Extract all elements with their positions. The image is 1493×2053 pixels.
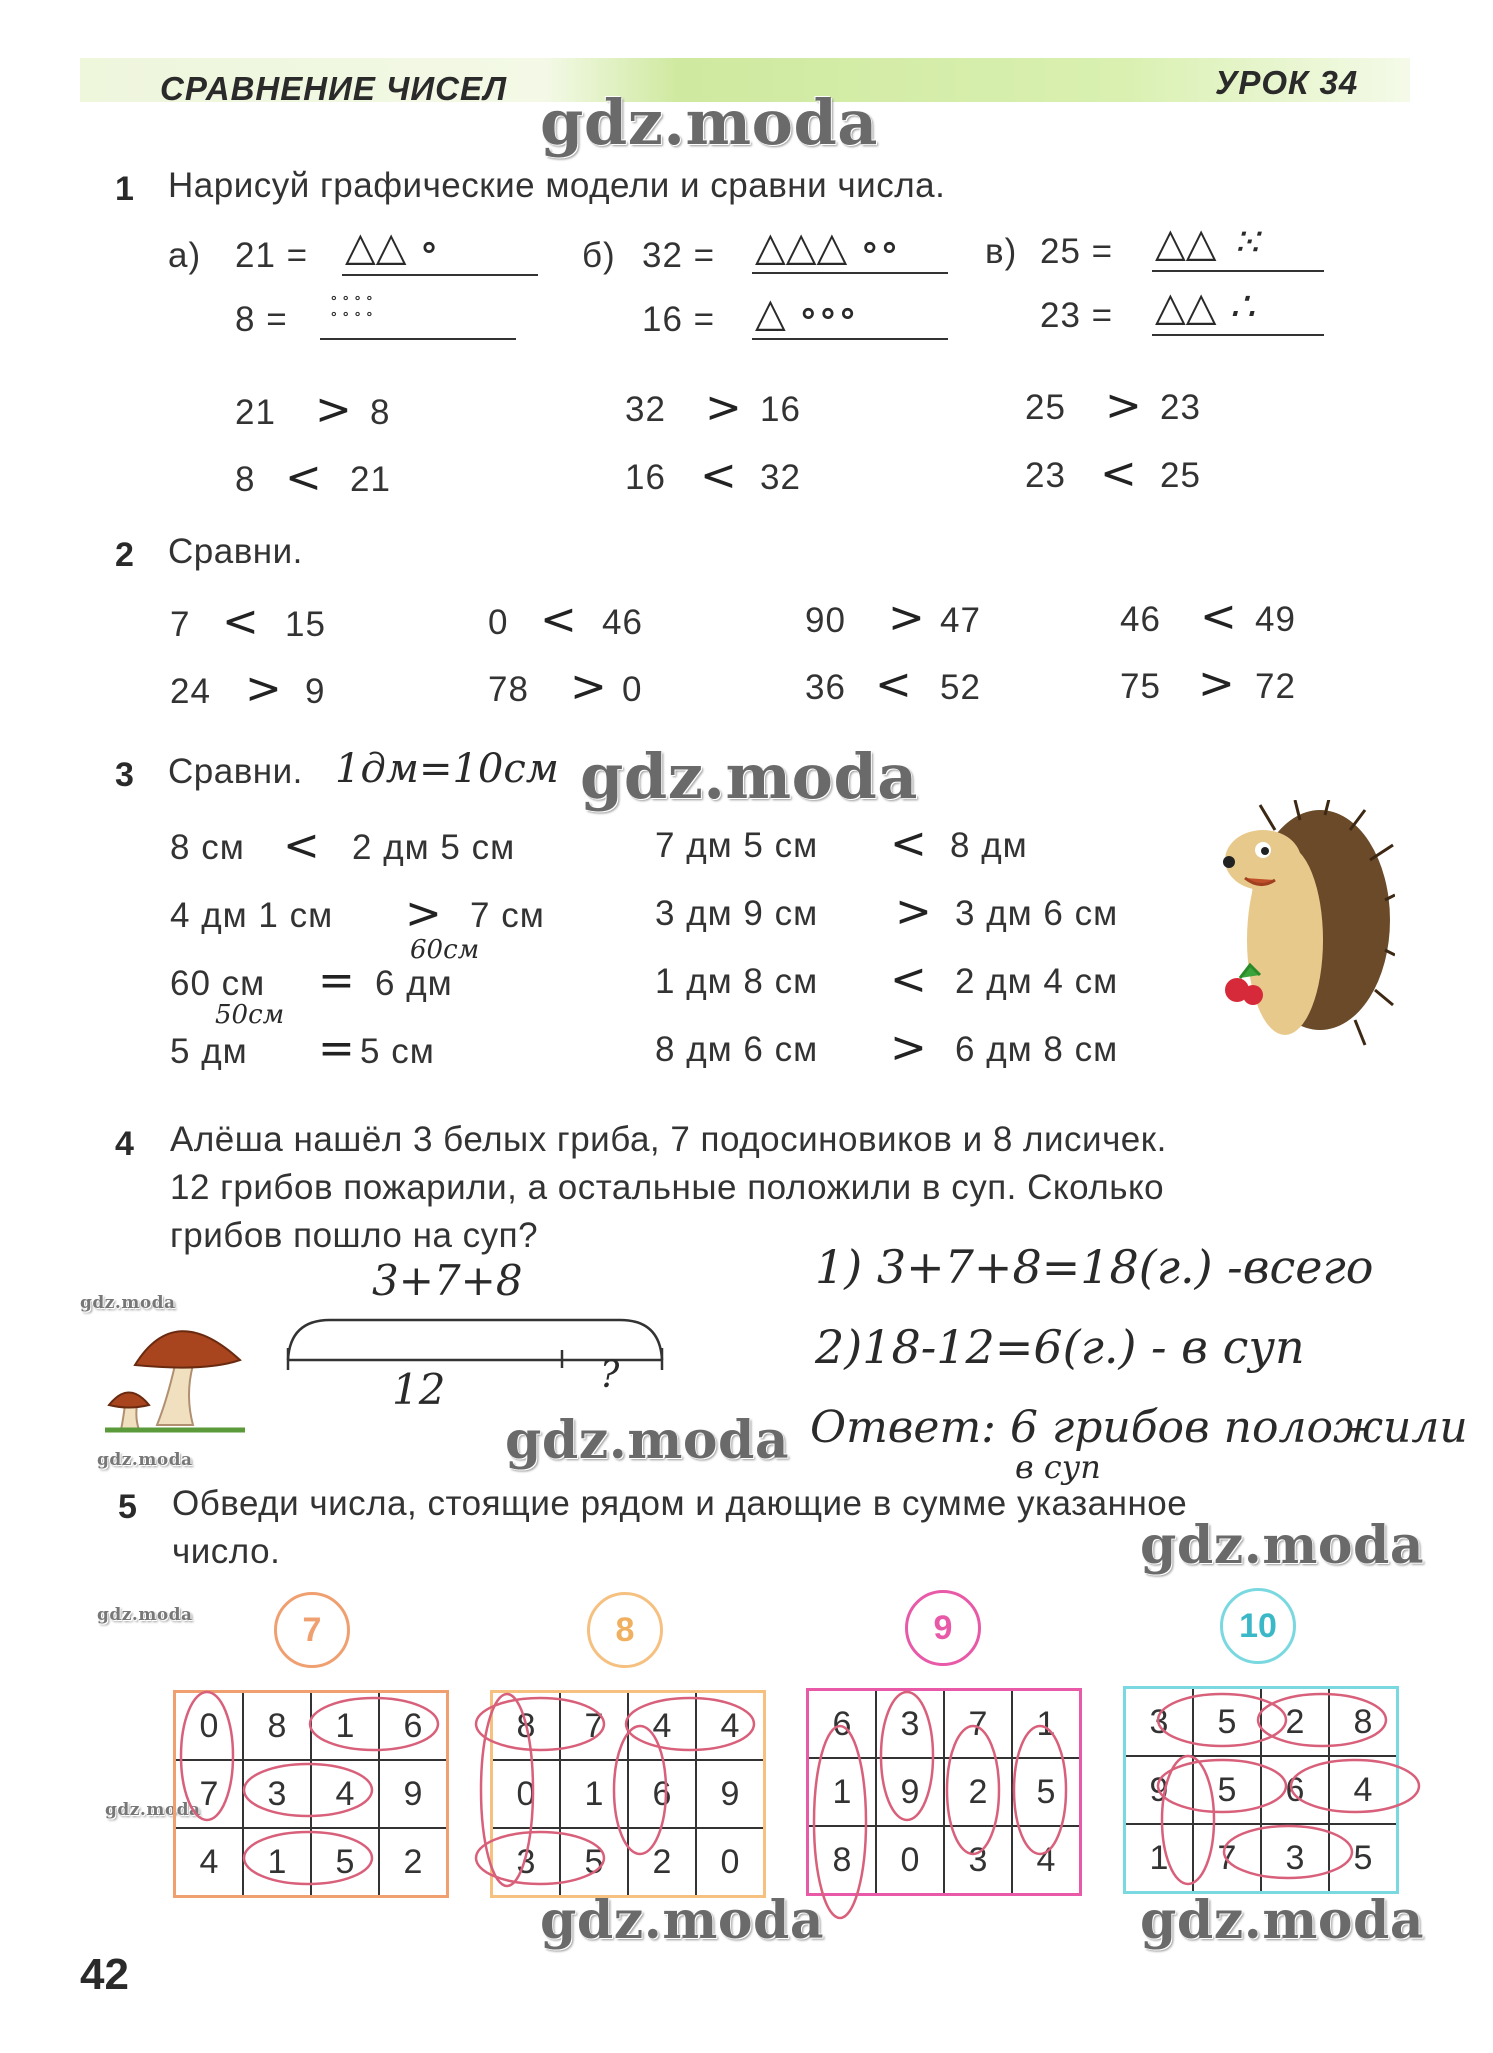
- grid-cell[interactable]: 9: [379, 1760, 448, 1828]
- cmp-right: 72: [1255, 667, 1296, 706]
- model-v2: △△ ∴: [1155, 284, 1255, 330]
- expr-a1: 21 =: [235, 236, 309, 275]
- mushroom-illustration: [105, 1310, 245, 1435]
- label-a: а): [168, 236, 202, 275]
- cmp-left: 1 дм 8 см: [655, 962, 819, 1001]
- model-b1: △△△ ∘∘: [755, 224, 900, 270]
- cmp-right: 2 дм 5 см: [352, 828, 516, 867]
- watermark: gdz.moda: [1140, 1515, 1425, 1576]
- cmp-left: 23: [1025, 456, 1066, 495]
- task-prompt-line: число.: [172, 1532, 281, 1571]
- diagram-bottom-label: 12: [392, 1365, 446, 1414]
- grid-cell[interactable]: 3: [492, 1828, 561, 1897]
- task-number: 5: [118, 1488, 137, 1526]
- grid-cell[interactable]: 5: [1329, 1824, 1398, 1893]
- target-sum-badge: 10: [1220, 1588, 1296, 1664]
- answer-text: в суп: [1015, 1448, 1101, 1486]
- model-v1: △△ ⁙: [1155, 220, 1263, 266]
- cmp-left: 3 дм 9 см: [655, 894, 819, 933]
- cmp-sign: <: [1200, 591, 1237, 642]
- model-b2: △ ∘∘∘: [755, 290, 858, 336]
- grid-cell[interactable]: 7: [175, 1760, 244, 1828]
- cmp-right: 2 дм 4 см: [955, 962, 1119, 1001]
- cmp-sign: =: [318, 955, 355, 1006]
- grid-cell[interactable]: 1: [808, 1758, 877, 1826]
- cmp-left: 25: [1025, 388, 1066, 427]
- number-grid-7: [173, 1690, 449, 1898]
- answer-line: [1152, 334, 1324, 336]
- cmp-sign: <: [1100, 448, 1137, 499]
- grid-cell[interactable]: 8: [243, 1692, 311, 1761]
- grid-cell[interactable]: 2: [1261, 1688, 1329, 1757]
- cmp-sign: <: [540, 594, 577, 645]
- cmp-right: 0: [622, 670, 643, 709]
- cmp-sign: >: [1105, 380, 1142, 431]
- grid-cell[interactable]: 9: [696, 1760, 765, 1828]
- handwritten-note: 50см: [215, 1000, 285, 1030]
- label-b: б): [582, 236, 616, 275]
- grid-cell[interactable]: 6: [379, 1692, 448, 1761]
- grid-cell[interactable]: 5: [1012, 1758, 1081, 1826]
- grid-cell[interactable]: 0: [175, 1692, 244, 1761]
- answer-line: [320, 338, 516, 340]
- number-grid-8: [490, 1690, 766, 1898]
- cmp-sign: <: [283, 820, 320, 871]
- target-sum-badge: 9: [905, 1590, 981, 1666]
- cmp-right: 5 см: [360, 1032, 435, 1071]
- task-number: 3: [115, 756, 134, 794]
- grid-cell[interactable]: 0: [696, 1828, 765, 1897]
- cmp-left: 8 см: [170, 828, 245, 867]
- grid-cell[interactable]: 1: [243, 1828, 311, 1897]
- number-grid-9: [806, 1688, 1082, 1896]
- grid-cell[interactable]: 8: [492, 1692, 561, 1761]
- cmp-right: 6 дм 8 см: [955, 1030, 1119, 1069]
- expr-v1: 25 =: [1040, 232, 1114, 271]
- cmp-right: 32: [760, 458, 801, 497]
- task-prompt-line: Алёша нашёл 3 белых гриба, 7 подосиновиков и 8 лисичек.: [170, 1120, 1167, 1159]
- grid-cell[interactable]: 5: [311, 1828, 379, 1897]
- cmp-left: 4 дм 1 см: [170, 896, 334, 935]
- cmp-sign: >: [888, 592, 925, 643]
- cmp-left: 16: [625, 458, 666, 497]
- diagram-question: ?: [600, 1355, 620, 1396]
- page-number: 42: [80, 1950, 129, 1999]
- grid-cell[interactable]: 8: [808, 1826, 877, 1895]
- grid-cell[interactable]: 9: [876, 1758, 944, 1826]
- answer-line: [342, 274, 538, 276]
- grid-cell[interactable]: 4: [1012, 1826, 1081, 1895]
- cmp-left: 5 дм: [170, 1032, 248, 1071]
- grid-cell[interactable]: 5: [1193, 1756, 1261, 1824]
- page-title: СРАВНЕНИЕ ЧИСЕЛ: [160, 70, 508, 107]
- cmp-sign: >: [245, 663, 282, 714]
- task-prompt: Сравни.: [168, 752, 303, 791]
- answer-text: Ответ: 6 грибов положили: [810, 1402, 1468, 1453]
- grid-cell[interactable]: 7: [944, 1690, 1012, 1759]
- cmp-left: 36: [805, 668, 846, 707]
- grid-cell[interactable]: 4: [175, 1828, 244, 1897]
- grid-cell[interactable]: 3: [1261, 1824, 1329, 1893]
- grid-cell[interactable]: 0: [876, 1826, 944, 1895]
- cmp-sign: <: [890, 954, 927, 1005]
- grid-cell[interactable]: 6: [628, 1760, 696, 1828]
- cmp-left: 32: [625, 390, 666, 429]
- cmp-sign: >: [705, 382, 742, 433]
- model-a2: ∘∘∘∘ ∘∘∘∘: [330, 288, 378, 323]
- cmp-right: 52: [940, 668, 981, 707]
- cmp-right: 46: [602, 603, 643, 642]
- cmp-sign: >: [890, 1022, 927, 1073]
- expr-b1: 32 =: [642, 236, 716, 275]
- grid-cell[interactable]: 9: [1125, 1756, 1194, 1824]
- watermark: gdz.moda: [540, 86, 878, 159]
- expr-b2: 16 =: [642, 300, 716, 339]
- task-prompt-line: Обведи числа, стоящие рядом и дающие в сумме указанное: [172, 1484, 1188, 1523]
- grid-cell[interactable]: 4: [311, 1760, 379, 1828]
- grid-cell[interactable]: 2: [628, 1828, 696, 1897]
- solution-step: 2)18-12=6(г.) - в суп: [815, 1320, 1305, 1374]
- watermark: gdz.moda: [105, 1800, 201, 1820]
- grid-cell[interactable]: 4: [628, 1692, 696, 1761]
- grid-cell[interactable]: 1: [560, 1760, 628, 1828]
- model-a1: △△ ∘: [345, 224, 439, 270]
- cmp-right: 6 дм: [375, 964, 453, 1003]
- cmp-left: 46: [1120, 600, 1161, 639]
- target-sum-badge: 8: [587, 1592, 663, 1668]
- expr-a2: 8 =: [235, 300, 288, 339]
- cmp-left: 75: [1120, 667, 1161, 706]
- task-prompt-line: грибов пошло на суп?: [170, 1216, 539, 1255]
- cmp-right: 9: [305, 672, 326, 711]
- cmp-left: 60 см: [170, 964, 266, 1003]
- watermark: gdz.moda: [505, 1410, 790, 1471]
- label-v: в): [985, 232, 1018, 271]
- solution-step: 1) 3+7+8=18(г.) -всего: [815, 1240, 1374, 1294]
- watermark: gdz.moda: [1140, 1890, 1425, 1951]
- cmp-right: 25: [1160, 456, 1201, 495]
- grid-cell[interactable]: 2: [379, 1828, 448, 1897]
- diagram-top-label: 3+7+8: [372, 1256, 523, 1305]
- cmp-sign: >: [405, 888, 442, 939]
- handwritten-note: 1дм=10см: [335, 746, 559, 792]
- cmp-left: 78: [488, 670, 529, 709]
- task-number: 2: [115, 536, 134, 574]
- grid-cell[interactable]: 1: [1012, 1690, 1081, 1759]
- grid-cell[interactable]: 1: [311, 1692, 379, 1761]
- handwritten-note: 60см: [410, 935, 480, 965]
- expr-v2: 23 =: [1040, 296, 1114, 335]
- cmp-sign: >: [315, 384, 352, 435]
- grid-cell[interactable]: 4: [1329, 1756, 1398, 1824]
- cmp-right: 16: [760, 390, 801, 429]
- cmp-right: 8: [370, 393, 391, 432]
- task-number: 4: [115, 1125, 134, 1163]
- cmp-sign: >: [1198, 658, 1235, 709]
- cmp-left: 8: [235, 460, 256, 499]
- cmp-left: 8 дм 6 см: [655, 1030, 819, 1069]
- grid-cell[interactable]: 4: [696, 1692, 765, 1761]
- task-prompt: Нарисуй графические модели и сравни числа.: [168, 166, 946, 205]
- grid-cell[interactable]: 7: [560, 1692, 628, 1761]
- cmp-right: 15: [285, 605, 326, 644]
- cmp-sign: <: [222, 596, 259, 647]
- grid-cell[interactable]: 1: [1125, 1824, 1194, 1893]
- target-sum-badge: 7: [274, 1592, 350, 1668]
- grid-cell[interactable]: 7: [1193, 1824, 1261, 1893]
- cmp-right: 49: [1255, 600, 1296, 639]
- grid-cell[interactable]: 5: [1193, 1688, 1261, 1757]
- cmp-right: 7 см: [470, 896, 545, 935]
- task-prompt: Сравни.: [168, 532, 303, 571]
- grid-cell[interactable]: 3: [876, 1690, 944, 1759]
- task-number: 1: [115, 170, 134, 208]
- cmp-sign: <: [285, 452, 322, 503]
- number-grid-10: [1123, 1686, 1399, 1894]
- watermark: gdz.moda: [580, 740, 918, 813]
- answer-line: [1152, 270, 1324, 272]
- grid-cell[interactable]: 0: [492, 1760, 561, 1828]
- cmp-left: 7 дм 5 см: [655, 826, 819, 865]
- grid-cell[interactable]: 3: [243, 1760, 311, 1828]
- watermark: gdz.moda: [97, 1605, 193, 1625]
- cmp-sign: >: [570, 661, 607, 712]
- grid-cell[interactable]: 6: [1261, 1756, 1329, 1824]
- grid-cell[interactable]: 3: [1125, 1688, 1194, 1757]
- watermark: gdz.moda: [80, 1293, 176, 1313]
- hedgehog-illustration: [1215, 800, 1395, 1060]
- cmp-left: 24: [170, 672, 211, 711]
- cmp-right: 47: [940, 601, 981, 640]
- cmp-sign: <: [700, 450, 737, 501]
- cmp-sign: =: [318, 1023, 355, 1074]
- cmp-left: 0: [488, 603, 509, 642]
- grid-cell[interactable]: 2: [944, 1758, 1012, 1826]
- cmp-left: 21: [235, 393, 276, 432]
- cmp-sign: <: [875, 659, 912, 710]
- cmp-left: 90: [805, 601, 846, 640]
- cmp-right: 8 дм: [950, 826, 1028, 865]
- cmp-right: 21: [350, 460, 391, 499]
- cmp-left: 7: [170, 605, 191, 644]
- grid-cell[interactable]: 3: [944, 1826, 1012, 1895]
- cmp-sign: <: [890, 818, 927, 869]
- grid-cell[interactable]: 5: [560, 1828, 628, 1897]
- watermark: gdz.moda: [540, 1890, 825, 1951]
- grid-cell[interactable]: 8: [1329, 1688, 1398, 1757]
- answer-line: [752, 338, 948, 340]
- lesson-label: УРОК 34: [1215, 64, 1359, 101]
- answer-line: [752, 272, 948, 274]
- grid-cell[interactable]: 6: [808, 1690, 877, 1759]
- task-prompt-line: 12 грибов пожарили, а остальные положили в суп. Сколько: [170, 1168, 1165, 1207]
- watermark: gdz.moda: [97, 1450, 193, 1470]
- cmp-right: 23: [1160, 388, 1201, 427]
- cmp-right: 3 дм 6 см: [955, 894, 1119, 933]
- cmp-sign: >: [895, 886, 932, 937]
